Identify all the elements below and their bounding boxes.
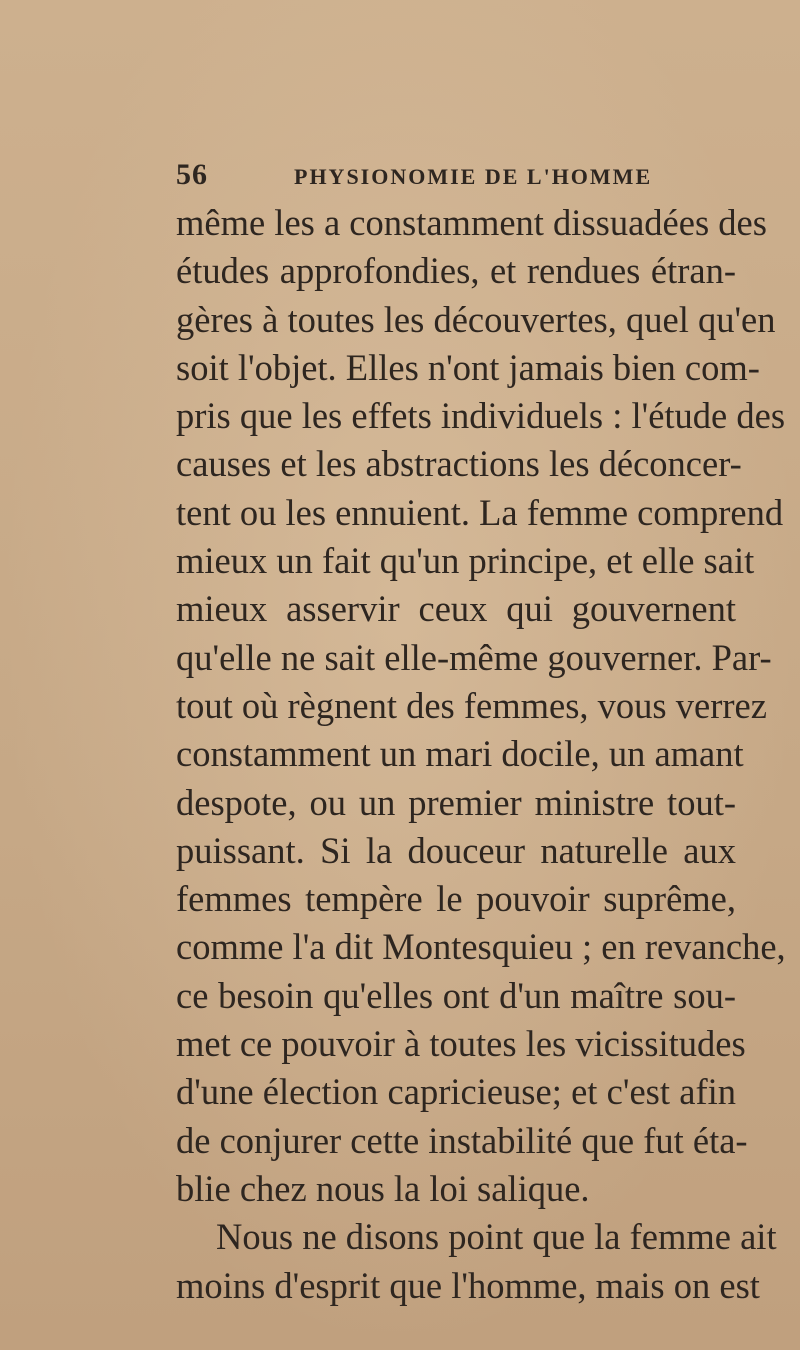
text-line: tout où règnent des femmes, vous verrez: [176, 684, 767, 726]
text-line: d'une élection capricieuse; et c'est afin: [176, 1071, 736, 1113]
text-line: despote, ou un premier ministre tout-: [176, 781, 736, 823]
text-line: comme l'a dit Montesquieu ; en revanche,: [176, 926, 786, 968]
text-line: qu'elle ne sait elle-même gouverner. Par-: [176, 636, 772, 678]
text-line: tent ou les ennuient. La femme comprend: [176, 491, 784, 533]
text-line: études approfondies, et rendues étran-: [176, 250, 736, 292]
text-line: ce besoin qu'elles ont d'un maître sou-: [176, 974, 736, 1016]
body-text: [176, 199, 786, 1310]
page-header: [176, 152, 736, 192]
text-line: moins d'esprit que l'homme, mais on est: [176, 1264, 760, 1306]
text-line: femmes tempère le pouvoir suprême,: [176, 878, 736, 920]
text-line: même les a constamment dissuadées des: [176, 202, 767, 243]
paragraph-end-line: blie chez nous la loi salique.: [176, 1167, 590, 1209]
text-line: mieux un fait qu'un principe, et elle sait: [176, 540, 755, 582]
page-number: 56: [176, 158, 208, 191]
running-title: PHYSIONOMIE DE L'HOMME: [294, 164, 653, 189]
paragraph-start-line: Nous ne disons point que la femme ait: [216, 1216, 777, 1258]
text-line: constamment un mari docile, un amant: [176, 733, 744, 775]
text-line: puissant. Si la douceur naturelle aux: [176, 829, 736, 871]
text-line: mieux asservir ceux qui gouvernent: [176, 588, 736, 630]
text-line: causes et les abstractions les déconcer-: [176, 443, 742, 485]
text-line: soit l'objet. Elles n'ont jamais bien com-: [176, 346, 760, 388]
text-line: met ce pouvoir à toutes les vicissitudes: [176, 1023, 746, 1065]
text-line: pris que les effets individuels : l'étude des: [176, 395, 786, 437]
text-line: de conjurer cette instabilité que fut éta-: [176, 1119, 748, 1161]
text-line: gères à toutes les découvertes, quel qu'en: [176, 298, 776, 340]
